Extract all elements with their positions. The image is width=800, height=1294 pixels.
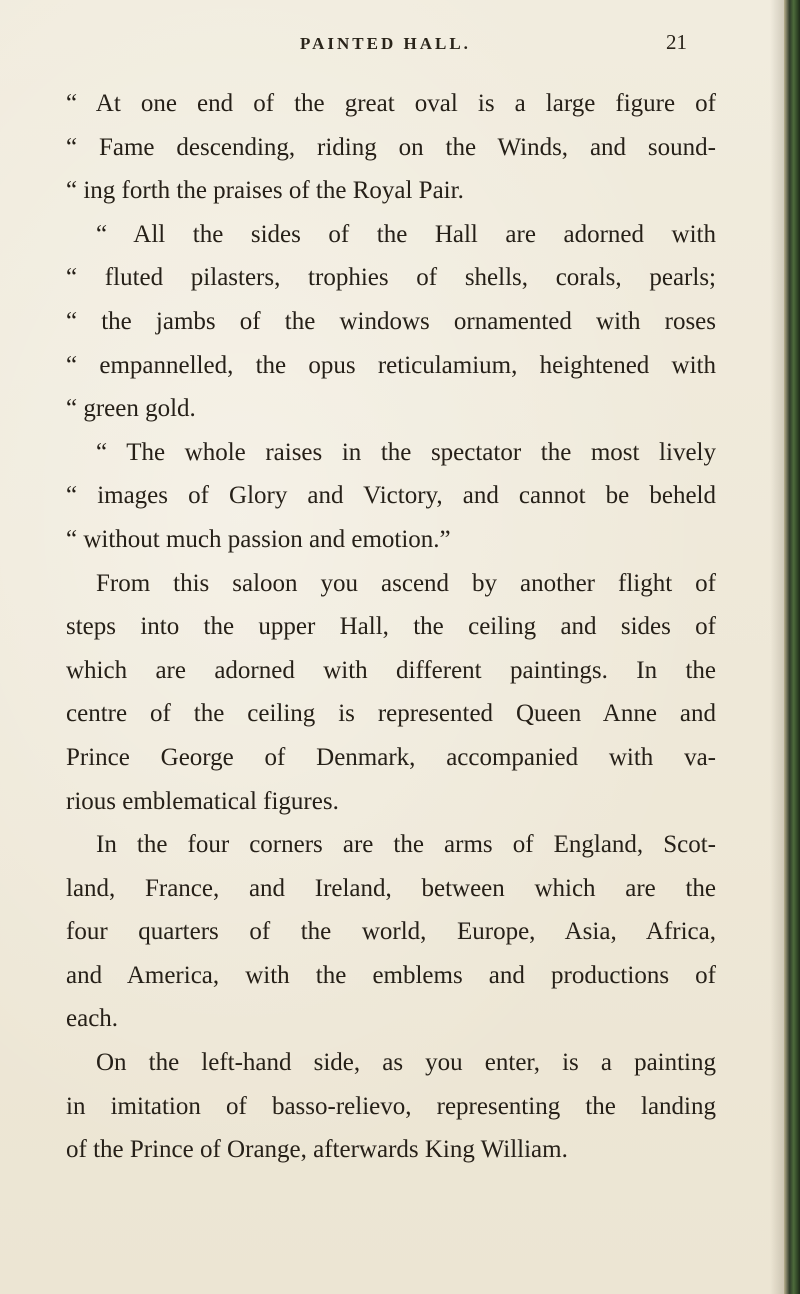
text-line: centre of the ceiling is represented Queen Anne and xyxy=(66,700,716,728)
text-line: of the Prince of Orange, afterwards King William. xyxy=(66,1136,568,1164)
text-line: On the left-hand side, as you enter, is a painting xyxy=(96,1049,716,1077)
text-line: “ At one end of the great oval is a large figure of xyxy=(66,90,716,117)
text-line: “ All the sides of the Hall are adorned with xyxy=(96,220,716,248)
text-line: steps into the upper Hall, the ceiling and sides of xyxy=(66,613,716,641)
text-line: land, France, and Ireland, between which are the xyxy=(66,874,716,902)
running-head: PAINTED HALL. xyxy=(300,34,471,53)
page-number: 21 xyxy=(666,30,687,54)
text-line: From this saloon you ascend by another flight of xyxy=(96,569,716,597)
text-line: four quarters of the world, Europe, Asia, Africa, xyxy=(66,918,716,946)
text-line: “ Fame descending, riding on the Winds, and sound- xyxy=(66,133,716,161)
text-line: “ images of Glory and Victory, and cannot be beheld xyxy=(66,482,716,510)
text-line: In the four corners are the arms of England, Scot- xyxy=(96,831,716,859)
text-line: Prince George of Denmark, accompanied with va- xyxy=(66,743,716,771)
text-line: which are adorned with different paintings. In the xyxy=(66,656,716,684)
text-line: “ without much passion and emotion.” xyxy=(66,525,451,553)
text-line: “ fluted pilasters, trophies of shells, corals, pearls; xyxy=(66,264,716,292)
text-line: and America, with the emblems and productions of xyxy=(66,961,716,989)
text-line: “ the jambs of the windows ornamented with roses xyxy=(66,307,716,335)
text-line: “ ing forth the praises of the Royal Pair. xyxy=(66,177,464,205)
text-line: in imitation of basso-relievo, representing the landing xyxy=(66,1092,716,1120)
body-text xyxy=(66,82,716,1172)
gutter-shadow xyxy=(770,0,784,1294)
text-line: each. xyxy=(66,1005,119,1033)
book-binding-edge xyxy=(784,0,800,1294)
text-line: “ green gold. xyxy=(66,395,196,423)
text-line: “ The whole raises in the spectator the most lively xyxy=(96,438,716,466)
text-line: rious emblematical figures. xyxy=(66,787,339,815)
text-line: “ empannelled, the opus reticulamium, heightened with xyxy=(66,351,716,379)
